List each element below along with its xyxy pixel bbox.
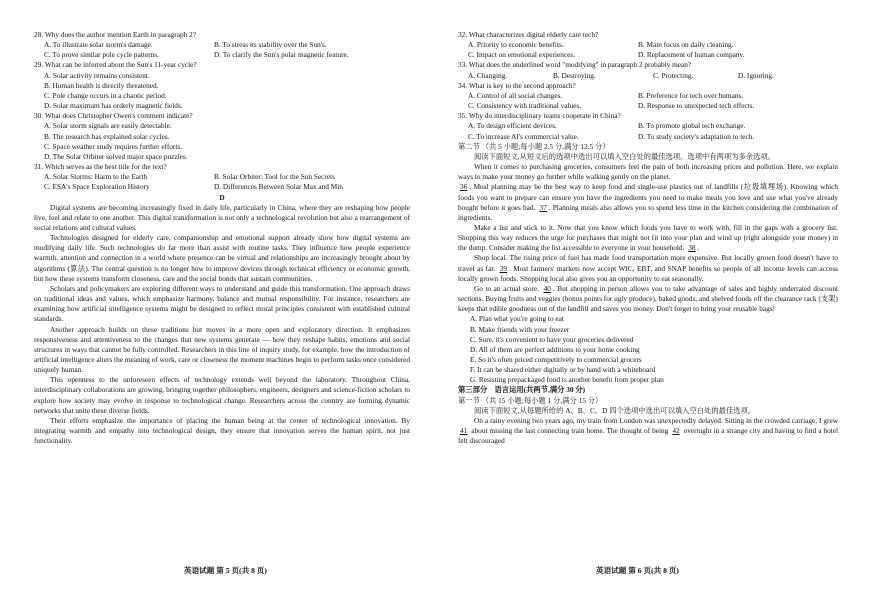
q30-option-b: B. The research has explained solar cycles. bbox=[44, 131, 170, 141]
q29-option-c: C. Pole change occurs in a chaotic period. bbox=[44, 90, 167, 100]
option-f: F. It can be shared either digitally or by hand with a whiteboard bbox=[470, 365, 656, 375]
q33-stem: 33. What does the underlined word "modifying" in paragraph 2 probably mean? bbox=[458, 60, 692, 70]
q32-options-2: C. Impact on emotional experiences. D. Replacement of human company. bbox=[468, 50, 745, 60]
passage-paragraph-1: Digital systems are becoming increasingly fixed in daily life, particularly in China, where they are reshaping how people live, feel and relate to one another. This digital transformation is not only a technological revolution but also a rearrangement of social relations and cultural values. bbox=[34, 202, 410, 232]
blank-40: 40 bbox=[543, 283, 551, 293]
option-e: E. So it's often priced competitively to commercial grocers bbox=[470, 355, 642, 364]
option-d: D. All of them are perfect additions to your home cooking bbox=[470, 344, 640, 354]
q29-option-d: D. Solar maximum has orderly magnetic fields. bbox=[44, 101, 183, 111]
right-column bbox=[458, 30, 838, 446]
grocery-paragraph-2: 36 . Meal planning may be the best way to keep food and single-use plastics out of landfills (垃圾填埋场). Knowing which foods you want to prepare can ensure you have the ingredients you need to make meals you love and use what you've already bought before it goes bad. 37 . Planning meals also allows you to spend less time in the kitchen considering the combination of ingredients. bbox=[458, 182, 839, 222]
blank-36: 36 bbox=[460, 182, 468, 192]
passage-paragraph-3: Scholars and policymakers are exploring different ways to understand and guide this transformation. One approach draws on traditional ideas and values, which emphasize harmony, balance and mutual responsibility. For instance, researchers are examining how artificial intelligence systems might be designed to reflect moral principles consistent with established cultural standards. bbox=[34, 283, 410, 324]
q35-options: A. To design efficient devices. B. To promote global tech exchange. bbox=[468, 121, 746, 131]
q34-options-2: C. Consistency with traditional values. D. Response to unexpected tech effects. bbox=[468, 101, 755, 111]
option-g: G. Resisting prepackaged food is another benefit from proper plan bbox=[470, 375, 664, 385]
cloze-paragraph: On a rainy evening two years ago, my train from London was unexpectedly delayed. Sitting in the crowded carriage, I grew 41 about missing the last connecting train home. The thought of being 42 overnight in a strange city and having to find a hotel felt discouraged bbox=[458, 415, 839, 446]
blank-39: 39 bbox=[499, 263, 507, 273]
section-2-title: 第二节 （共 5 小题;每小题 2.5 分,满分 12.5 分） bbox=[458, 141, 610, 151]
q34-stem: 34. What is key to the second approach? bbox=[458, 80, 576, 90]
q32-stem: 32. What characterizes digital elderly care tech? bbox=[458, 30, 599, 39]
q30-option-d: D. The Solar Orbiter solved major space puzzles. bbox=[44, 151, 188, 161]
grocery-paragraph-5: Go to an actual store. 40 . But shopping in person allows you to take advantage of sales and highly underrated discount sections. Buying fruits and veggies (bonus points for ugly produce), baked goods, and shelved foods off the clearance rack (支架) keeps that edible goodness out of the landfill and saves you money. Don't forget to bring your reusable bags! bbox=[458, 283, 838, 314]
q28-options-2: C. To prove similar pole cycle patterns. D. To clarify the Sun's polar magnetic feature. bbox=[44, 50, 349, 60]
q31-options: A. Solar Storms: Harm to the Earth B. Solar Orbiter: Tool for the Sun Secrets bbox=[44, 172, 335, 182]
q33-options: A. Changing. B. Destroying. C. Protecting. D. Ignoring. bbox=[468, 70, 774, 80]
q30-stem: 30. What does Christopher Owen's comment indicate? bbox=[34, 111, 193, 121]
option-a: A. Plan what you're going to eat bbox=[470, 314, 564, 324]
q30-option-a: A. Solar storm signals are easily detectable. bbox=[44, 121, 172, 131]
blank-37: 37 bbox=[539, 202, 547, 212]
left-column bbox=[34, 30, 410, 446]
section-d-heading: D bbox=[219, 192, 225, 202]
q29-option-b: B. Human health is directly threatened. bbox=[44, 80, 159, 90]
blank-38: 38 bbox=[688, 243, 696, 253]
q34-options: A. Control of all social changes. B. Preference for tech over humans. bbox=[468, 90, 744, 100]
q29-stem: 29. What can be inferred about the Sun's 11-year cycle? bbox=[34, 60, 197, 70]
grocery-paragraph-1: When it comes to purchasing groceries, consumers feel the pain of both increasing prices and pollution. Here, we explain ways to make your money go further while walking gently on the planet. bbox=[458, 162, 838, 182]
blank-42: 42 bbox=[672, 426, 680, 436]
passage-paragraph-4: Another approach builds on these traditions but moves in a more open and exploratory direction. It emphasizes responsiveness and attentiveness to the changes that new systems generate — how they reshape habits, emotions and social structures in ways that cannot be fully controlled. Researchers in this line of inquiry study, for example, how the introduction of artificial intelligence alters the meaning of work, care or closeness the moment machines begin to perform tasks once considered uniquely human. bbox=[34, 324, 410, 375]
option-c: C. Sure, it's convenient to have your groceries delivered bbox=[470, 334, 634, 344]
part-3-title: 第三部分 语言运用(共两节,满分 30 分) bbox=[458, 385, 586, 395]
blank-41: 41 bbox=[460, 426, 468, 436]
grocery-paragraph-4: Shop local. The rising price of fuel has made food transportation more expensive. But locally grown food doesn't have to travel as far. 39 . Most farmers' markets now accept WIC, EBT, and SNAP benefits so people of all income levels can access locally grown foods. Shopping local also gives you an opportunity to eat seasonally. bbox=[458, 253, 839, 283]
q35-stem: 35. Why do interdisciplinary teams cooperate in China? bbox=[458, 111, 621, 121]
page-footer-left: 英语试题 第 5 页(共 8 页) bbox=[184, 566, 267, 575]
grocery-paragraph-3: Make a list and stick to it. Now that you know which foods you have to work with, fill in the gaps with a grocery list. Shopping this way reduces the urge for purchases that might not fit into your plan and wind up (right alongside your money) in the dump. Consider making the list accessible to everyone in your household. 38 . bbox=[458, 222, 838, 253]
part-3-section-1: 第一节 （共 15 小题;每小题 1 分,满分 15 分） bbox=[458, 395, 603, 405]
q28-stem: 28. Why does the author mention Earth in paragraph 2? bbox=[34, 30, 196, 39]
page-footer-right: 英语试题 第 6 页(共 8 页) bbox=[596, 566, 679, 575]
part-3-instructions: 阅读下面短文,从每题所给的 A、B、C、D 四个选项中选出可以填入空白处的最佳选项。 bbox=[474, 405, 756, 415]
option-b: B. Make friends with your freezer bbox=[470, 324, 570, 334]
passage-paragraph-6: Their efforts emphasize the importance of placing the human being at the center of technological innovation. By integrating warmth and empathy into technological design, they ensure that innovation serves the human spirit, not just functionality. bbox=[34, 415, 410, 446]
q35-options-2: C. To increase AI's commercial value. D. To study society's adaptation to tech. bbox=[468, 131, 755, 141]
section-2-instructions: 阅读下面短文,从短文后的选项中选出可以填入空白处的最佳选项。选项中有两项为多余选项。 bbox=[474, 151, 775, 161]
q30-option-c: C. Space weather study requires further efforts. bbox=[44, 141, 183, 151]
q31-stem: 31. Which serves as the best title for the text? bbox=[34, 162, 167, 172]
q31-options-2: C. ESA's Space Exploration History D. Differences Between Solar Max and Min bbox=[44, 182, 343, 192]
q29-option-a: A. Solar activity remains consistent. bbox=[44, 70, 150, 80]
q32-options: A. Priority to economic benefits. B. Main focus on daily cleaning. bbox=[468, 40, 734, 50]
passage-paragraph-2: Technologies designed for elderly care, companionship and emotional support already show how digital systems are modifying daily life. Such technologies do far more than assist with routine tasks. They influence how people experience warmth, attention and connection in a world where presence can be virtual and relationships are increasingly brought about by algorithms (算法). The central question is no longer how to improve devices through technical efficiency or economic growth, but how these systems transform closeness, care and the social bonds that sustain communities. bbox=[34, 233, 410, 283]
q28-options: A. To illustrate solar storm's damage. B. To stress its stability over the Sun's. bbox=[44, 40, 327, 50]
passage-paragraph-5: This openness to the unforeseen effects of technology extends well beyond the laboratory. Throughout China, interdisciplinary collaborations are growing, bringing together philosophers, engineers, designers and science-fiction scholars to explore how society may evolve in response to technological change. Researchers across the country are forming dynamic networks that unite these diverse fields. bbox=[34, 375, 410, 415]
